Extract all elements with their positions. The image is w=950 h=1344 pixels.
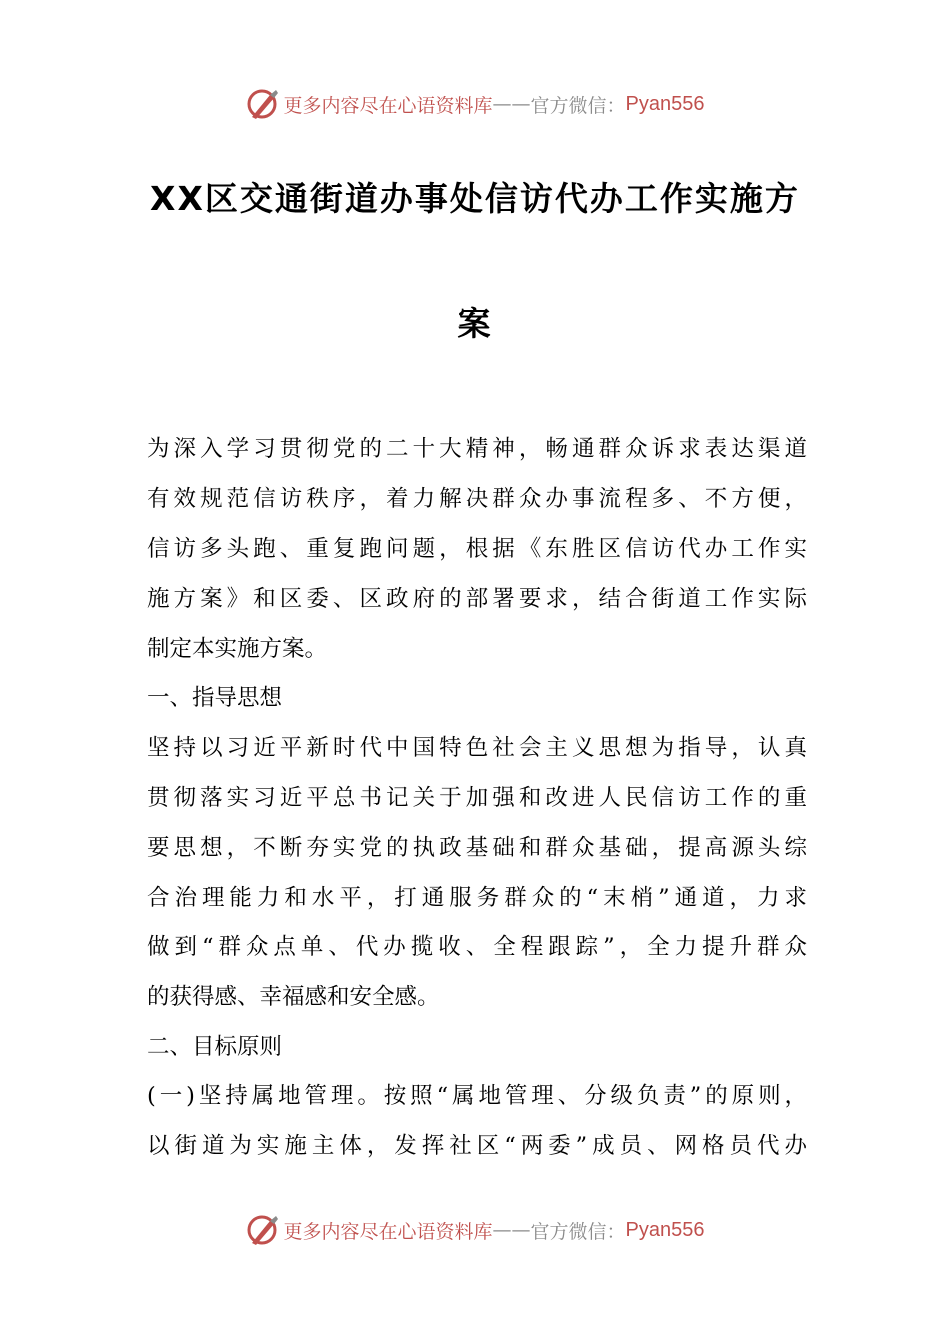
body-line: (一)坚持属地管理。按照“属地管理、分级负责”的原则，	[147, 1083, 807, 1109]
body-line: 要思想，不断夯实党的执政基础和群众基础，提高源头综	[147, 835, 807, 861]
body-line: 的获得感、幸福感和安全感。	[147, 984, 440, 1010]
section-heading: 二、目标原则	[147, 1034, 283, 1060]
body-line: 有效规范信访秩序，着力解决群众办事流程多、不方便，	[147, 486, 807, 512]
body-line: 合治理能力和水平，打通服务群众的“末梢”通道，力求	[147, 885, 807, 911]
watermark-id: Pyan556	[625, 92, 705, 115]
watermark-label: 官方微信：	[530, 94, 626, 117]
document-title-line-2: 案	[457, 304, 493, 343]
pen-logo-icon	[246, 87, 280, 121]
body-line: 施方案》和区委、区政府的部署要求，结合街道工作实际	[147, 586, 807, 612]
body-line: 为深入学习贯彻党的二十大精神，畅通群众诉求表达渠道	[147, 436, 807, 462]
document-title-line-1: XX区交通街道办事处信访代办工作实施方	[150, 179, 800, 218]
watermark-id: Pyan556	[625, 1218, 705, 1241]
body-line: 贯彻落实习近平总书记关于加强和改进人民信访工作的重	[147, 785, 807, 811]
body-line: 信访多头跑、重复跑问题，根据《东胜区信访代办工作实	[147, 536, 807, 562]
body-line: 以街道为实施主体，发挥社区“两委”成员、网格员代办	[147, 1133, 807, 1159]
watermark-text: 更多内容尽在心语资料库	[283, 94, 493, 117]
body-line: 坚持以习近平新时代中国特色社会主义思想为指导，认真	[147, 735, 807, 761]
section-heading: 一、指导思想	[147, 685, 283, 711]
body-line: 制定本实施方案。	[147, 636, 328, 662]
watermark-banner-bottom	[0, 1210, 950, 1250]
pen-logo-icon	[246, 1213, 280, 1247]
watermark-dash: ——	[492, 1219, 531, 1241]
watermark-banner-top	[0, 84, 950, 124]
watermark-label: 官方微信：	[530, 1220, 626, 1243]
watermark-text: 更多内容尽在心语资料库	[283, 1220, 493, 1243]
watermark-dash: ——	[492, 93, 531, 115]
body-line: 做到“群众点单、代办揽收、全程跟踪”，全力提升群众	[147, 934, 807, 960]
